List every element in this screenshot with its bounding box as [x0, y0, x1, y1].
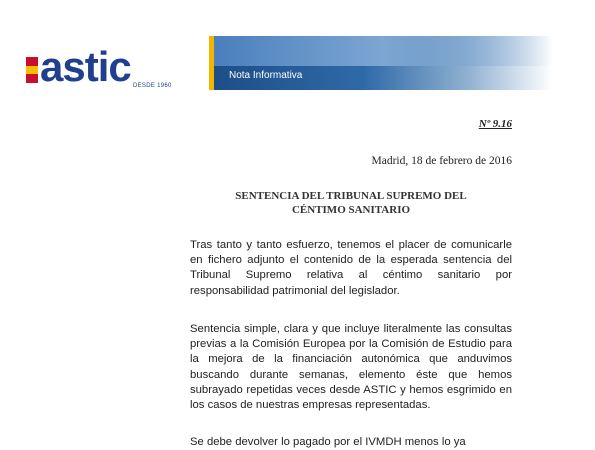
document-type-label: Nota Informativa	[229, 70, 303, 81]
flag-stripe-bottom	[26, 74, 38, 83]
astic-logo	[26, 43, 176, 92]
flag-stripe-top	[26, 57, 38, 66]
paragraph-2: Sentencia simple, clara y que incluye literalmente las consultas previas a la Comisión Europea por la Comisión de Estudio para la mejora de la financiación autonómica que anduvimos buscando durante semanas, elemento éste que hemos subrayado repetidas veces desde ASTIC y hemos esgrimido en los casos de nuestras empresas representadas.	[190, 323, 512, 412]
reference-number: Nº 9.16	[478, 118, 512, 130]
paragraph-1: Tras tanto y tanto esfuerzo, tenemos el placer de comunicarle en fichero adjunto el contenido de la esperada sentencia del Tribunal Supremo relativa al céntimo sanitario por responsabilidad patrimonial del legislador.	[190, 239, 512, 297]
logo-wordmark: astic	[40, 43, 131, 90]
paragraph-3: Se debe devolver lo pagado por el IVMDH menos lo ya	[190, 436, 466, 448]
document-title	[190, 189, 512, 217]
logo-subtitle: DESDE 1960	[133, 83, 172, 89]
header-accent-stripe	[209, 36, 214, 90]
title-line-1: SENTENCIA DEL TRIBUNAL SUPREMO DEL	[235, 190, 467, 202]
spain-flag-icon	[26, 57, 38, 83]
title-line-2: CÉNTIMO SANITARIO	[291, 204, 411, 216]
document-date: Madrid, 18 de febrero de 2016	[371, 155, 512, 167]
header-banner-highlight	[214, 36, 553, 66]
flag-stripe-middle	[26, 66, 38, 75]
